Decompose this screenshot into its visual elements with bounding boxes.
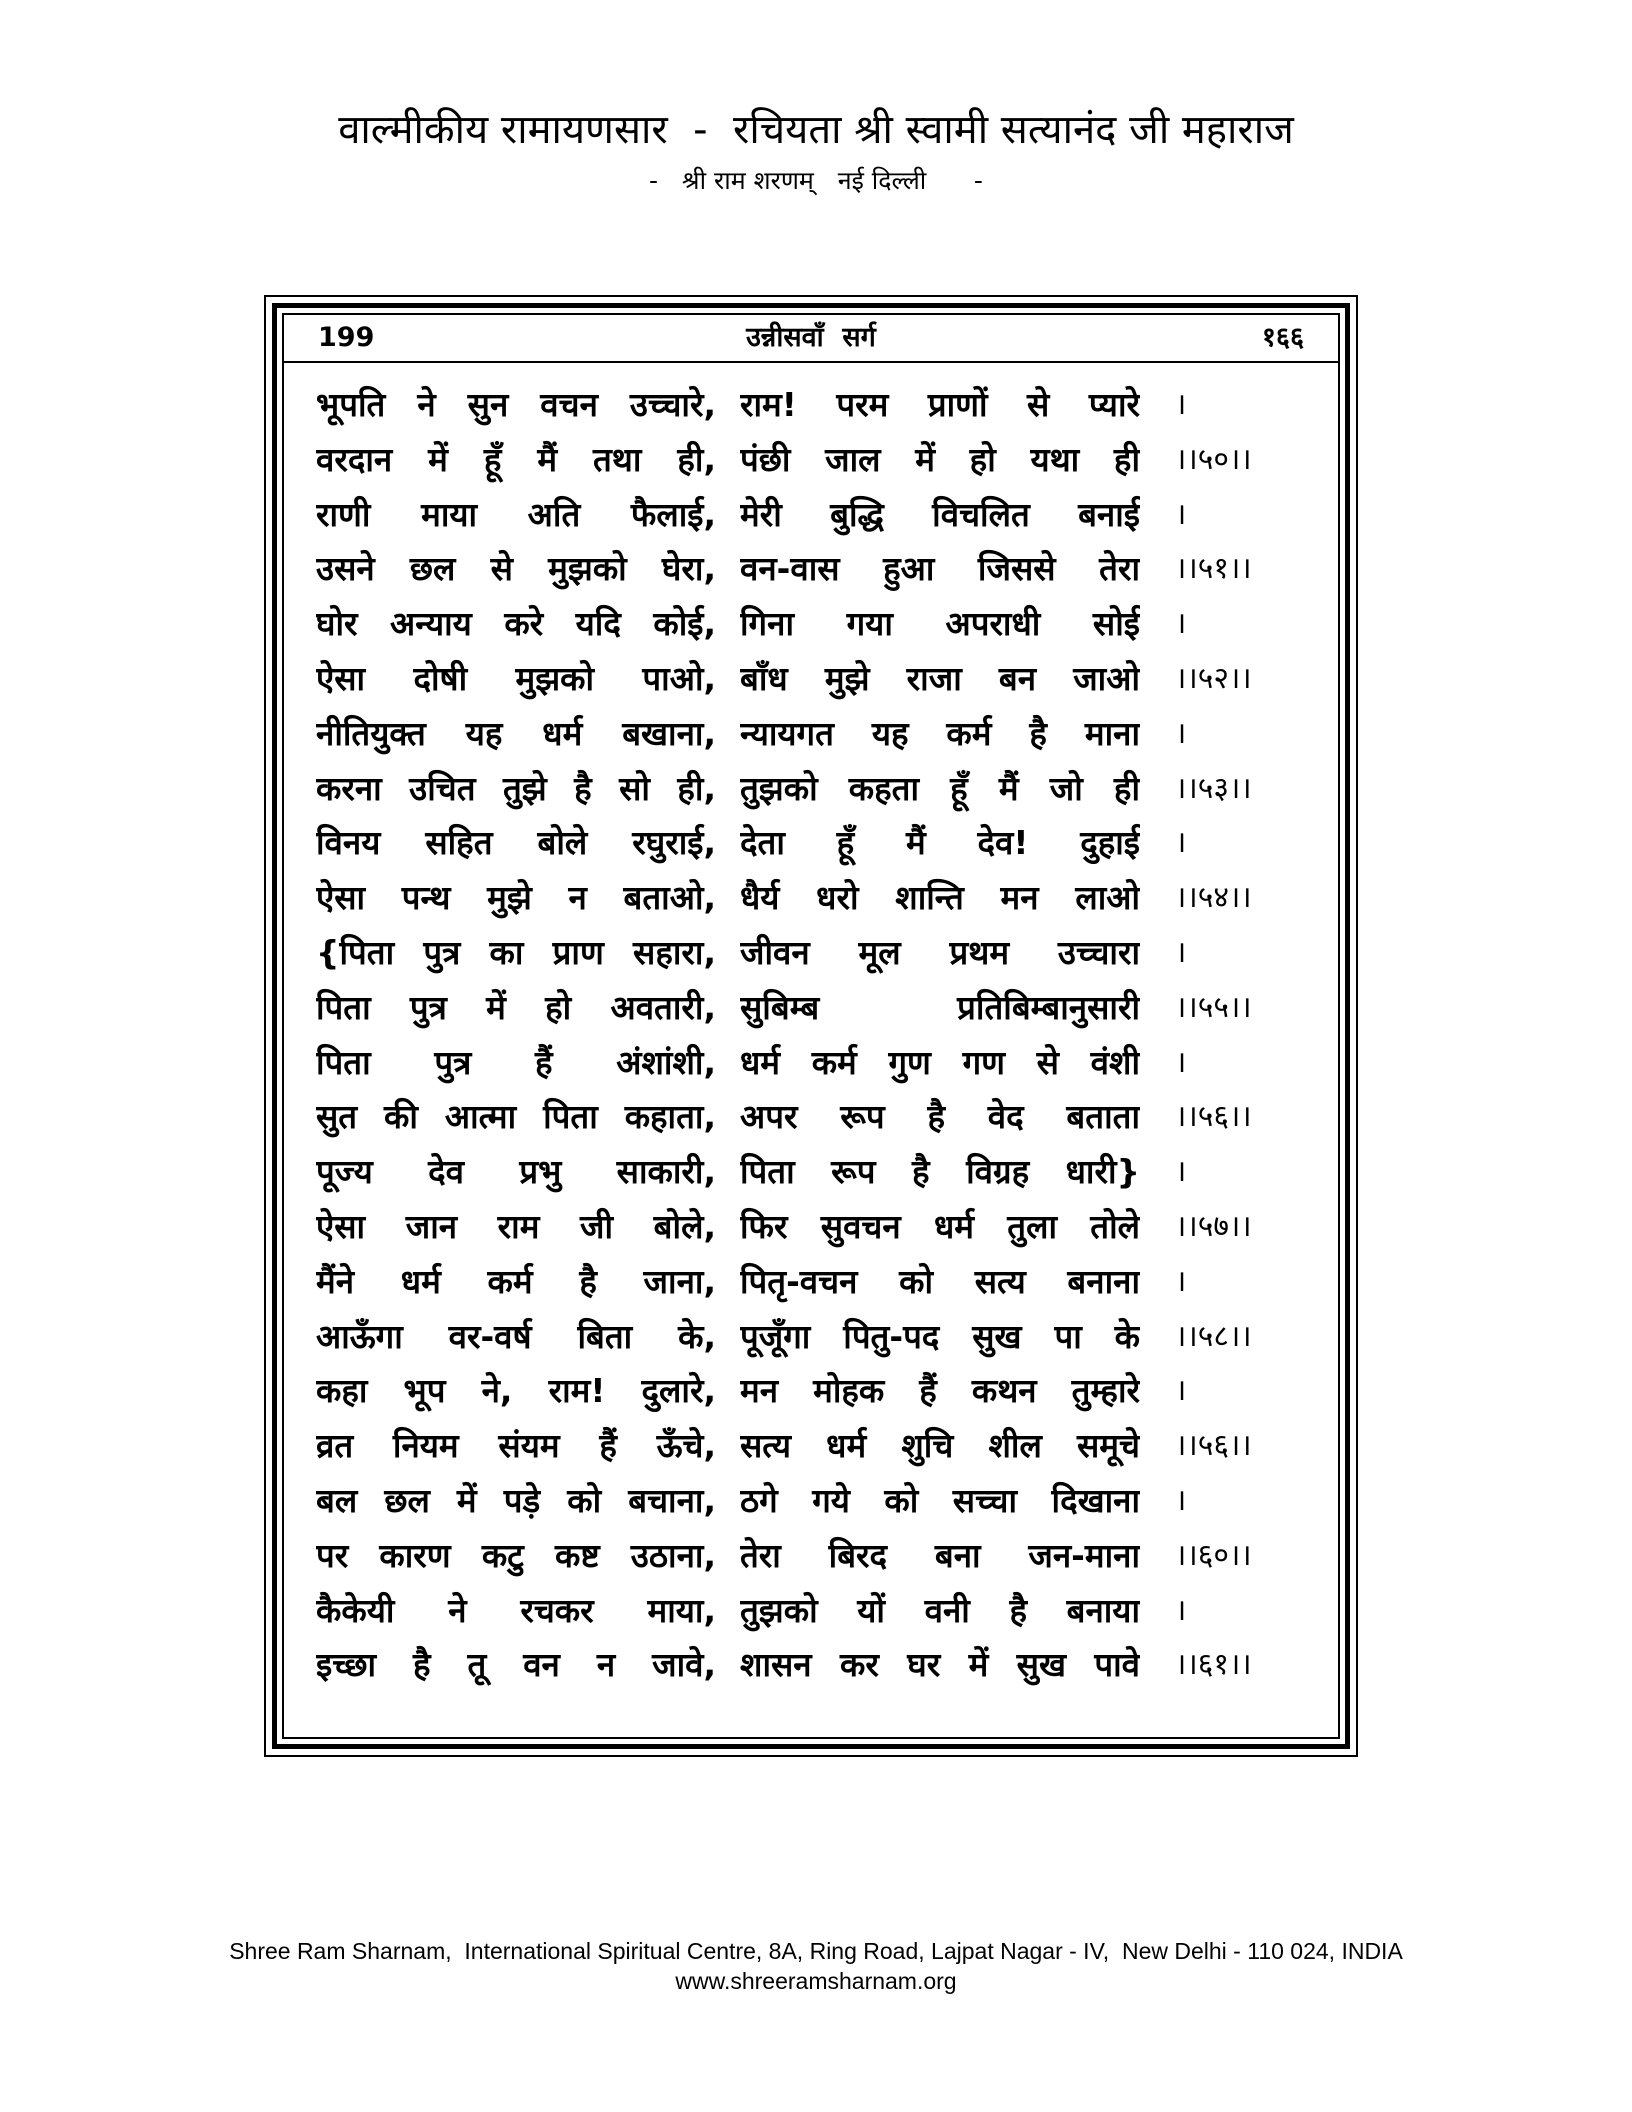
verse-first-half: पिता पुत्र हैं अंशांशी, bbox=[316, 1042, 716, 1082]
verse-second-half: ठगे गये को सच्चा दिखाना bbox=[740, 1480, 1140, 1520]
verse-marker: । bbox=[1175, 1154, 1187, 1190]
verse-first-half: इच्छा है तू वन न जावे, bbox=[316, 1645, 716, 1685]
verse-first-half: नीतियुक्त यह धर्म बखाना, bbox=[316, 713, 716, 753]
verse-list bbox=[300, 378, 1330, 1693]
verse-marker: । bbox=[1175, 1044, 1187, 1080]
document-subtitle: - श्री राम शरणम् नई दिल्ली - bbox=[649, 166, 983, 195]
verse-line bbox=[300, 1364, 1330, 1419]
verse-second-half: वन-वास हुआ जिससे तेरा bbox=[740, 549, 1140, 589]
footer-address: Shree Ram Sharnam, International Spiritual Centre, 8A, Ring Road, Lajpat Nagar - IV, New Delhi - 110 024, INDIA bbox=[229, 1938, 1403, 1964]
chapter-title: उन्नीसवाँ सर्ग bbox=[746, 322, 876, 353]
verse-second-half: अपर रूप है वेद बताता bbox=[740, 1097, 1140, 1137]
verse-line bbox=[300, 1584, 1330, 1639]
verse-marker: ।।६०।। bbox=[1175, 1537, 1252, 1573]
verse-marker: । bbox=[1175, 1592, 1187, 1628]
verse-second-half: तेरा बिरद बना जन-माना bbox=[740, 1535, 1140, 1575]
verse-line bbox=[300, 1310, 1330, 1365]
verse-marker: ।।५७।। bbox=[1175, 1208, 1252, 1244]
verse-second-half: मन मोहक हैं कथन तुम्हारे bbox=[740, 1371, 1140, 1411]
verse-marker: । bbox=[1175, 1263, 1187, 1299]
verse-second-half: पितृ-वचन को सत्य बनाना bbox=[740, 1261, 1140, 1301]
verse-line bbox=[300, 597, 1330, 652]
header-divider bbox=[284, 361, 1338, 363]
verse-first-half: ऐसा पन्थ मुझे न बताओ, bbox=[316, 878, 716, 918]
verse-marker: ।।५२।। bbox=[1175, 660, 1252, 696]
verse-marker: । bbox=[1175, 496, 1187, 532]
verse-second-half: तुझको कहता हूँ मैं जो ही bbox=[740, 768, 1140, 808]
verse-marker: ।।५०।। bbox=[1175, 441, 1252, 477]
verse-marker: ।।५४।। bbox=[1175, 880, 1252, 916]
verse-second-half: शासन कर घर में सुख पावे bbox=[740, 1645, 1140, 1685]
verse-first-half: कहा भूप ने, राम! दुलारे, bbox=[316, 1371, 716, 1411]
verse-second-half: गिना गया अपराधी सोई bbox=[740, 604, 1140, 644]
verse-marker: । bbox=[1175, 606, 1187, 642]
verse-marker: । bbox=[1175, 1373, 1187, 1409]
verse-first-half: {पिता पुत्र का प्राण सहारा, bbox=[316, 932, 716, 972]
page-number-devanagari: १६६ bbox=[1261, 322, 1304, 353]
verse-second-half: देता हूँ मैं देव! दुहाई bbox=[740, 823, 1140, 863]
verse-second-half: तुझको यों वनी है बनाया bbox=[740, 1590, 1140, 1630]
verse-line bbox=[300, 1200, 1330, 1255]
verse-first-half: व्रत नियम संयम हैं ऊँचे, bbox=[316, 1426, 716, 1466]
verse-second-half: पिता रूप है विग्रह धारी} bbox=[740, 1152, 1140, 1192]
verse-marker: । bbox=[1175, 715, 1187, 751]
verse-marker: ।।५६।। bbox=[1175, 1099, 1252, 1135]
page-number-arabic: 199 bbox=[318, 322, 375, 353]
verse-second-half: पूजूँगा पितु-पद सुख पा के bbox=[740, 1316, 1140, 1356]
verse-first-half: घोर अन्याय करे यदि कोई, bbox=[316, 604, 716, 644]
verse-line bbox=[300, 707, 1330, 762]
verse-line bbox=[300, 542, 1330, 597]
verse-marker: । bbox=[1175, 825, 1187, 861]
verse-line bbox=[300, 762, 1330, 817]
footer-website-link[interactable]: www.shreeramsharnam.org bbox=[675, 1968, 957, 1994]
verse-second-half: बाँध मुझे राजा बन जाओ bbox=[740, 658, 1140, 698]
verse-marker: ।।५१।। bbox=[1175, 551, 1252, 587]
verse-marker: । bbox=[1175, 387, 1187, 422]
verse-line bbox=[300, 488, 1330, 543]
verse-second-half: पंछी जाल में हो यथा ही bbox=[740, 439, 1140, 479]
verse-marker: । bbox=[1175, 934, 1187, 970]
verse-second-half: धैर्य धरो शान्ति मन लाओ bbox=[740, 878, 1140, 918]
verse-first-half: सुत की आत्मा पिता कहाता, bbox=[316, 1097, 716, 1137]
verse-line bbox=[300, 433, 1330, 488]
verse-first-half: राणी माया अति फैलाई, bbox=[316, 494, 716, 534]
verse-line bbox=[300, 981, 1330, 1036]
verse-first-half: ऐसा दोषी मुझको पाओ, bbox=[316, 658, 716, 698]
verse-line bbox=[300, 378, 1330, 433]
verse-first-half: पर कारण कटु कष्ट उठाना, bbox=[316, 1535, 716, 1575]
verse-line bbox=[300, 652, 1330, 707]
verse-marker: ।।५८।। bbox=[1175, 1318, 1252, 1354]
verse-first-half: भूपति ने सुन वचन उच्चारे, bbox=[316, 385, 716, 424]
verse-line bbox=[300, 926, 1330, 981]
verse-line bbox=[300, 1090, 1330, 1145]
verse-line bbox=[300, 1145, 1330, 1200]
verse-second-half: फिर सुवचन धर्म तुला तोले bbox=[740, 1206, 1140, 1246]
verse-second-half: सत्य धर्म शुचि शील समूचे bbox=[740, 1426, 1140, 1466]
verse-first-half: विनय सहित बोले रघुराई, bbox=[316, 823, 716, 863]
verse-first-half: कैकेयी ने रचकर माया, bbox=[316, 1590, 716, 1630]
verse-marker: । bbox=[1175, 1482, 1187, 1518]
verse-line bbox=[300, 1036, 1330, 1091]
verse-first-half: मैंने धर्म कर्म है जाना, bbox=[316, 1261, 716, 1301]
verse-second-half: जीवन मूल प्रथम उच्चारा bbox=[740, 932, 1140, 972]
verse-first-half: करना उचित तुझे है सो ही, bbox=[316, 768, 716, 808]
verse-marker: ।।५६।। bbox=[1175, 1428, 1252, 1464]
verse-second-half: न्यायगत यह कर्म है माना bbox=[740, 713, 1140, 753]
verse-marker: ।।५३।। bbox=[1175, 770, 1252, 806]
verse-first-half: पिता पुत्र में हो अवतारी, bbox=[316, 987, 716, 1027]
verse-line bbox=[300, 1255, 1330, 1310]
verse-first-half: वरदान में हूँ मैं तथा ही, bbox=[316, 439, 716, 479]
verse-line bbox=[300, 816, 1330, 871]
verse-line bbox=[300, 1419, 1330, 1474]
verse-line bbox=[300, 1529, 1330, 1584]
verse-first-half: उसने छल से मुझको घेरा, bbox=[316, 549, 716, 589]
verse-second-half: धर्म कर्म गुण गण से वंशी bbox=[740, 1042, 1140, 1082]
verse-first-half: ऐसा जान राम जी बोले, bbox=[316, 1206, 716, 1246]
verse-marker: ।।५५।। bbox=[1175, 989, 1252, 1025]
verse-second-half: राम! परम प्राणों से प्यारे bbox=[740, 385, 1140, 424]
document-title: वाल्मीकीय रामायणसार - रचियता श्री स्वामी सत्यानंद जी महाराज bbox=[338, 107, 1294, 153]
verse-marker: ।।६१।। bbox=[1175, 1647, 1252, 1683]
page-header bbox=[284, 316, 1338, 360]
verse-first-half: पूज्य देव प्रभु साकारी, bbox=[316, 1152, 716, 1192]
verse-line bbox=[300, 1474, 1330, 1529]
verse-line bbox=[300, 871, 1330, 926]
verse-line bbox=[300, 1638, 1330, 1693]
verse-first-half: आऊँगा वर-वर्ष बिता के, bbox=[316, 1316, 716, 1356]
verse-second-half: सुबिम्ब प्रतिबिम्बानुसारी bbox=[740, 987, 1140, 1027]
verse-second-half: मेरी बुद्धि विचलित बनाई bbox=[740, 494, 1140, 534]
verse-first-half: बल छल में पड़े को बचाना, bbox=[316, 1480, 716, 1520]
